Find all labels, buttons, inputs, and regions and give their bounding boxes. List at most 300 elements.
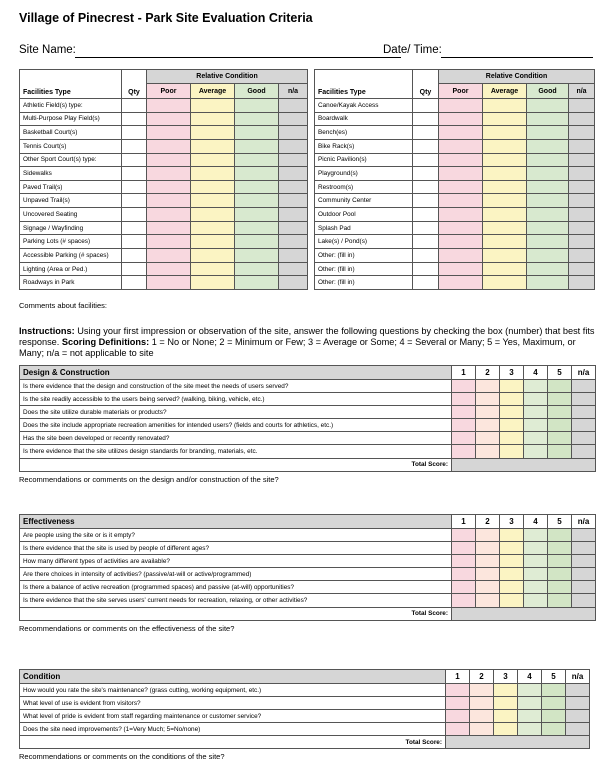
score-2-checkbox[interactable] (476, 542, 500, 555)
good-checkbox[interactable] (527, 112, 569, 126)
score-na-checkbox[interactable] (572, 581, 596, 594)
na-checkbox[interactable] (279, 208, 308, 222)
score-1-checkbox[interactable] (452, 542, 476, 555)
qty-field[interactable] (122, 180, 147, 194)
condition-comment-label: Recommendations or comments on the conditions of the site? (19, 752, 225, 761)
score-5-checkbox[interactable] (548, 380, 572, 393)
average-checkbox[interactable] (483, 112, 527, 126)
na-checkbox[interactable] (569, 180, 595, 194)
average-checkbox[interactable] (483, 221, 527, 235)
na-checkbox[interactable] (569, 153, 595, 167)
score-4-checkbox[interactable] (524, 432, 548, 445)
question-row (20, 445, 596, 458)
total-score-field[interactable] (452, 458, 596, 471)
facility-row (315, 153, 595, 167)
poor-checkbox[interactable] (439, 208, 483, 222)
poor-checkbox[interactable] (439, 167, 483, 181)
score-4-checkbox[interactable] (524, 542, 548, 555)
na-checkbox[interactable] (569, 112, 595, 126)
page-title: Village of Pinecrest - Park Site Evaluation Criteria (19, 11, 313, 25)
na-checkbox[interactable] (279, 180, 308, 194)
poor-checkbox[interactable] (439, 276, 483, 290)
question-row (20, 529, 596, 542)
score-2-checkbox[interactable] (476, 406, 500, 419)
score-2-checkbox[interactable] (470, 684, 494, 697)
average-checkbox[interactable] (191, 249, 235, 263)
score-4-checkbox[interactable] (518, 710, 542, 723)
average-checkbox[interactable] (191, 208, 235, 222)
score-2-checkbox[interactable] (470, 723, 494, 736)
score-header-5: 5 (542, 670, 566, 684)
score-header-4: 4 (524, 366, 548, 380)
average-checkbox[interactable] (483, 167, 527, 181)
question-text: How would you rate the site's maintenance? (grass cutting, working equipment, etc.) (20, 684, 446, 697)
good-checkbox[interactable] (235, 99, 279, 113)
score-3-checkbox[interactable] (500, 594, 524, 607)
poor-checkbox[interactable] (439, 126, 483, 140)
poor-checkbox[interactable] (147, 194, 191, 208)
average-checkbox[interactable] (191, 112, 235, 126)
facilities-type-header: Facilities Type (315, 70, 413, 99)
score-3-checkbox[interactable] (500, 568, 524, 581)
scoring-definitions-label: Scoring Definitions: (61, 337, 150, 348)
average-checkbox[interactable] (191, 167, 235, 181)
score-1-checkbox[interactable] (446, 723, 470, 736)
score-header-na: n/a (572, 515, 596, 529)
score-2-checkbox[interactable] (476, 432, 500, 445)
poor-checkbox[interactable] (147, 208, 191, 222)
score-na-checkbox[interactable] (572, 419, 596, 432)
score-3-checkbox[interactable] (500, 419, 524, 432)
qty-field[interactable] (122, 276, 147, 290)
good-checkbox[interactable] (527, 126, 569, 140)
qty-field[interactable] (413, 276, 439, 290)
good-checkbox[interactable] (235, 235, 279, 249)
site-name-field[interactable] (75, 45, 401, 58)
facility-type-label: Signage / Wayfinding (20, 221, 122, 235)
effectiveness-comment-label: Recommendations or comments on the effectiveness of the site? (19, 624, 235, 633)
qty-field[interactable] (413, 208, 439, 222)
na-checkbox[interactable] (279, 276, 308, 290)
score-2-checkbox[interactable] (470, 697, 494, 710)
qty-field[interactable] (122, 112, 147, 126)
score-na-checkbox[interactable] (572, 445, 596, 458)
na-checkbox[interactable] (279, 99, 308, 113)
average-checkbox[interactable] (191, 126, 235, 140)
average-checkbox[interactable] (191, 99, 235, 113)
score-3-checkbox[interactable] (500, 393, 524, 406)
score-2-checkbox[interactable] (476, 419, 500, 432)
score-5-checkbox[interactable] (542, 684, 566, 697)
average-checkbox[interactable] (483, 249, 527, 263)
poor-checkbox[interactable] (147, 153, 191, 167)
score-na-checkbox[interactable] (572, 406, 596, 419)
facility-type-label: Outdoor Pool (315, 208, 413, 222)
qty-field[interactable] (122, 153, 147, 167)
score-na-checkbox[interactable] (572, 555, 596, 568)
score-2-checkbox[interactable] (476, 555, 500, 568)
na-checkbox[interactable] (279, 249, 308, 263)
score-2-checkbox[interactable] (476, 581, 500, 594)
na-checkbox[interactable] (569, 208, 595, 222)
score-na-checkbox[interactable] (572, 542, 596, 555)
good-checkbox[interactable] (235, 262, 279, 276)
facility-type-label: Canoe/Kayak Access (315, 99, 413, 113)
poor-checkbox[interactable] (439, 262, 483, 276)
facility-row (20, 112, 308, 126)
qty-field[interactable] (413, 112, 439, 126)
score-5-checkbox[interactable] (542, 710, 566, 723)
qty-field[interactable] (413, 167, 439, 181)
score-na-checkbox[interactable] (566, 710, 590, 723)
good-checkbox[interactable] (527, 249, 569, 263)
total-score-field[interactable] (446, 736, 590, 749)
na-checkbox[interactable] (279, 112, 308, 126)
score-3-checkbox[interactable] (494, 710, 518, 723)
date-time-field[interactable] (441, 45, 593, 58)
score-5-checkbox[interactable] (548, 419, 572, 432)
score-4-checkbox[interactable] (524, 594, 548, 607)
good-checkbox[interactable] (235, 153, 279, 167)
facility-type-label: Tennis Court(s) (20, 139, 122, 153)
good-checkbox[interactable] (527, 153, 569, 167)
average-checkbox[interactable] (191, 221, 235, 235)
good-checkbox[interactable] (527, 276, 569, 290)
score-2-checkbox[interactable] (476, 445, 500, 458)
score-na-checkbox[interactable] (566, 684, 590, 697)
na-checkbox[interactable] (569, 235, 595, 249)
poor-checkbox[interactable] (147, 221, 191, 235)
good-checkbox[interactable] (527, 221, 569, 235)
qty-field[interactable] (122, 262, 147, 276)
good-checkbox[interactable] (527, 180, 569, 194)
facility-type-label: Other Sport Court(s) type: (20, 153, 122, 167)
good-checkbox[interactable] (527, 99, 569, 113)
poor-checkbox[interactable] (147, 126, 191, 140)
question-text: Has the site been developed or recently renovated? (20, 432, 452, 445)
question-row (20, 594, 596, 607)
poor-checkbox[interactable] (439, 235, 483, 249)
good-checkbox[interactable] (527, 208, 569, 222)
na-checkbox[interactable] (569, 139, 595, 153)
qty-field[interactable] (122, 194, 147, 208)
average-checkbox[interactable] (483, 180, 527, 194)
score-1-checkbox[interactable] (446, 710, 470, 723)
facility-row (315, 126, 595, 140)
score-2-checkbox[interactable] (476, 594, 500, 607)
date-time-label: Date/ Time: (383, 44, 442, 56)
qty-field[interactable] (122, 167, 147, 181)
good-checkbox[interactable] (235, 167, 279, 181)
score-header-na: n/a (572, 366, 596, 380)
qty-field[interactable] (122, 221, 147, 235)
average-checkbox[interactable] (483, 126, 527, 140)
good-checkbox[interactable] (235, 112, 279, 126)
na-checkbox[interactable] (279, 262, 308, 276)
qty-field[interactable] (413, 221, 439, 235)
na-checkbox[interactable] (279, 194, 308, 208)
question-row (20, 568, 596, 581)
poor-checkbox[interactable] (147, 276, 191, 290)
total-score-field[interactable] (452, 607, 596, 620)
poor-checkbox[interactable] (147, 262, 191, 276)
score-3-checkbox[interactable] (500, 581, 524, 594)
average-checkbox[interactable] (483, 153, 527, 167)
score-1-checkbox[interactable] (452, 581, 476, 594)
qty-field[interactable] (413, 262, 439, 276)
score-na-checkbox[interactable] (566, 697, 590, 710)
score-2-checkbox[interactable] (476, 529, 500, 542)
poor-checkbox[interactable] (147, 112, 191, 126)
na-checkbox[interactable] (279, 153, 308, 167)
score-1-checkbox[interactable] (452, 406, 476, 419)
score-3-checkbox[interactable] (494, 697, 518, 710)
qty-field[interactable] (413, 126, 439, 140)
poor-checkbox[interactable] (439, 112, 483, 126)
na-checkbox[interactable] (569, 262, 595, 276)
qty-field[interactable] (122, 249, 147, 263)
poor-checkbox[interactable] (439, 153, 483, 167)
score-1-checkbox[interactable] (452, 380, 476, 393)
qty-field[interactable] (413, 139, 439, 153)
score-1-checkbox[interactable] (452, 419, 476, 432)
question-text: What level of use is evident from visitors? (20, 697, 446, 710)
score-5-checkbox[interactable] (548, 568, 572, 581)
score-5-checkbox[interactable] (542, 723, 566, 736)
score-header-3: 3 (500, 515, 524, 529)
question-text: Is the site readily accessible to the users being served? (walking, biking, vehicle, etc.) (20, 393, 452, 406)
na-checkbox[interactable] (569, 249, 595, 263)
qty-field[interactable] (122, 235, 147, 249)
average-checkbox[interactable] (191, 180, 235, 194)
average-checkbox[interactable] (191, 235, 235, 249)
na-checkbox[interactable] (569, 167, 595, 181)
na-checkbox[interactable] (569, 276, 595, 290)
facility-row (315, 167, 595, 181)
na-checkbox[interactable] (569, 194, 595, 208)
score-na-checkbox[interactable] (572, 432, 596, 445)
average-checkbox[interactable] (191, 153, 235, 167)
facility-row (315, 276, 595, 290)
question-row (20, 419, 596, 432)
poor-checkbox[interactable] (439, 99, 483, 113)
qty-field[interactable] (122, 139, 147, 153)
score-1-checkbox[interactable] (452, 568, 476, 581)
score-5-checkbox[interactable] (548, 594, 572, 607)
score-5-checkbox[interactable] (548, 542, 572, 555)
score-4-checkbox[interactable] (524, 393, 548, 406)
facility-type-label: Other: (fill in) (315, 262, 413, 276)
facility-type-label: Accessible Parking (# spaces) (20, 249, 122, 263)
score-4-checkbox[interactable] (524, 555, 548, 568)
na-header: n/a (279, 84, 308, 99)
score-3-checkbox[interactable] (500, 445, 524, 458)
score-5-checkbox[interactable] (548, 581, 572, 594)
score-3-checkbox[interactable] (500, 380, 524, 393)
score-na-checkbox[interactable] (572, 393, 596, 406)
score-4-checkbox[interactable] (524, 529, 548, 542)
poor-checkbox[interactable] (439, 249, 483, 263)
na-checkbox[interactable] (569, 221, 595, 235)
qty-field[interactable] (413, 99, 439, 113)
score-4-checkbox[interactable] (524, 419, 548, 432)
average-checkbox[interactable] (191, 194, 235, 208)
question-text: Are there choices in intensity of activities? (passive/at-will or active/programmed) (20, 568, 452, 581)
score-5-checkbox[interactable] (548, 555, 572, 568)
score-4-checkbox[interactable] (518, 723, 542, 736)
qty-field[interactable] (413, 153, 439, 167)
question-text: How many different types of activities are available? (20, 555, 452, 568)
good-checkbox[interactable] (235, 194, 279, 208)
facility-type-label: Uncovered Seating (20, 208, 122, 222)
average-checkbox[interactable] (191, 262, 235, 276)
good-checkbox[interactable] (235, 276, 279, 290)
score-1-checkbox[interactable] (446, 697, 470, 710)
facilities-right-rows (315, 99, 595, 290)
score-4-checkbox[interactable] (524, 406, 548, 419)
score-na-checkbox[interactable] (572, 568, 596, 581)
good-checkbox[interactable] (527, 139, 569, 153)
qty-field[interactable] (122, 99, 147, 113)
average-checkbox[interactable] (483, 139, 527, 153)
score-1-checkbox[interactable] (452, 393, 476, 406)
poor-header: Poor (147, 84, 191, 99)
na-checkbox[interactable] (279, 235, 308, 249)
question-row (20, 542, 596, 555)
na-checkbox[interactable] (569, 126, 595, 140)
na-checkbox[interactable] (279, 221, 308, 235)
score-4-checkbox[interactable] (524, 581, 548, 594)
facilities-left-rows (20, 99, 308, 290)
score-3-checkbox[interactable] (500, 542, 524, 555)
qty-field[interactable] (122, 208, 147, 222)
facility-type-label: Basketball Court(s) (20, 126, 122, 140)
question-text: Is there a balance of active recreation (programmed spaces) and passive (at-will) opportunities? (20, 581, 452, 594)
average-checkbox[interactable] (483, 262, 527, 276)
poor-checkbox[interactable] (147, 235, 191, 249)
score-1-checkbox[interactable] (452, 432, 476, 445)
score-1-checkbox[interactable] (452, 594, 476, 607)
average-checkbox[interactable] (483, 235, 527, 249)
question-text: Is there evidence that the site serves users' current needs for recreation, relaxing, or other activities? (20, 594, 452, 607)
score-4-checkbox[interactable] (518, 697, 542, 710)
facility-type-label: Restroom(s) (315, 180, 413, 194)
poor-checkbox[interactable] (439, 221, 483, 235)
score-5-checkbox[interactable] (548, 445, 572, 458)
score-1-checkbox[interactable] (452, 445, 476, 458)
score-3-checkbox[interactable] (500, 529, 524, 542)
effectiveness-question-rows (20, 529, 596, 608)
good-checkbox[interactable] (235, 139, 279, 153)
qty-field[interactable] (413, 249, 439, 263)
score-2-checkbox[interactable] (476, 393, 500, 406)
score-3-checkbox[interactable] (500, 432, 524, 445)
score-4-checkbox[interactable] (524, 568, 548, 581)
score-4-checkbox[interactable] (524, 445, 548, 458)
na-checkbox[interactable] (279, 167, 308, 181)
score-na-checkbox[interactable] (572, 594, 596, 607)
na-checkbox[interactable] (279, 126, 308, 140)
average-checkbox[interactable] (483, 208, 527, 222)
facility-row (315, 99, 595, 113)
question-row (20, 723, 590, 736)
score-5-checkbox[interactable] (542, 697, 566, 710)
score-2-checkbox[interactable] (476, 568, 500, 581)
score-1-checkbox[interactable] (452, 529, 476, 542)
score-4-checkbox[interactable] (524, 380, 548, 393)
score-5-checkbox[interactable] (548, 529, 572, 542)
good-checkbox[interactable] (235, 221, 279, 235)
score-5-checkbox[interactable] (548, 432, 572, 445)
good-checkbox[interactable] (527, 235, 569, 249)
good-checkbox[interactable] (527, 262, 569, 276)
poor-checkbox[interactable] (147, 139, 191, 153)
question-text: Does the site utilize durable materials or products? (20, 406, 452, 419)
poor-checkbox[interactable] (439, 180, 483, 194)
good-checkbox[interactable] (235, 126, 279, 140)
score-2-checkbox[interactable] (470, 710, 494, 723)
poor-checkbox[interactable] (439, 194, 483, 208)
poor-checkbox[interactable] (439, 139, 483, 153)
facility-row (20, 126, 308, 140)
score-3-checkbox[interactable] (500, 406, 524, 419)
score-na-checkbox[interactable] (566, 723, 590, 736)
score-header-1: 1 (452, 366, 476, 380)
good-checkbox[interactable] (235, 208, 279, 222)
score-na-checkbox[interactable] (572, 529, 596, 542)
score-header-3: 3 (500, 366, 524, 380)
score-1-checkbox[interactable] (452, 555, 476, 568)
score-3-checkbox[interactable] (500, 555, 524, 568)
score-5-checkbox[interactable] (548, 406, 572, 419)
na-header: n/a (569, 84, 595, 99)
facility-row (20, 262, 308, 276)
score-3-checkbox[interactable] (494, 723, 518, 736)
poor-header: Poor (439, 84, 483, 99)
facility-type-label: Community Center (315, 194, 413, 208)
score-na-checkbox[interactable] (572, 380, 596, 393)
qty-field[interactable] (413, 194, 439, 208)
na-checkbox[interactable] (569, 99, 595, 113)
score-4-checkbox[interactable] (518, 684, 542, 697)
poor-checkbox[interactable] (147, 249, 191, 263)
score-1-checkbox[interactable] (446, 684, 470, 697)
facility-type-label: Other: (fill in) (315, 249, 413, 263)
facility-row (315, 249, 595, 263)
na-checkbox[interactable] (279, 139, 308, 153)
poor-checkbox[interactable] (147, 167, 191, 181)
good-checkbox[interactable] (235, 249, 279, 263)
average-checkbox[interactable] (191, 139, 235, 153)
good-checkbox[interactable] (235, 180, 279, 194)
score-3-checkbox[interactable] (494, 684, 518, 697)
qty-field[interactable] (413, 180, 439, 194)
average-checkbox[interactable] (191, 276, 235, 290)
good-checkbox[interactable] (527, 194, 569, 208)
average-checkbox[interactable] (483, 194, 527, 208)
score-header-3: 3 (494, 670, 518, 684)
good-checkbox[interactable] (527, 167, 569, 181)
total-score-label: Total Score: (20, 736, 446, 749)
average-checkbox[interactable] (483, 276, 527, 290)
poor-checkbox[interactable] (147, 99, 191, 113)
qty-field[interactable] (413, 235, 439, 249)
score-2-checkbox[interactable] (476, 380, 500, 393)
score-5-checkbox[interactable] (548, 393, 572, 406)
average-checkbox[interactable] (483, 99, 527, 113)
poor-checkbox[interactable] (147, 180, 191, 194)
qty-field[interactable] (122, 126, 147, 140)
